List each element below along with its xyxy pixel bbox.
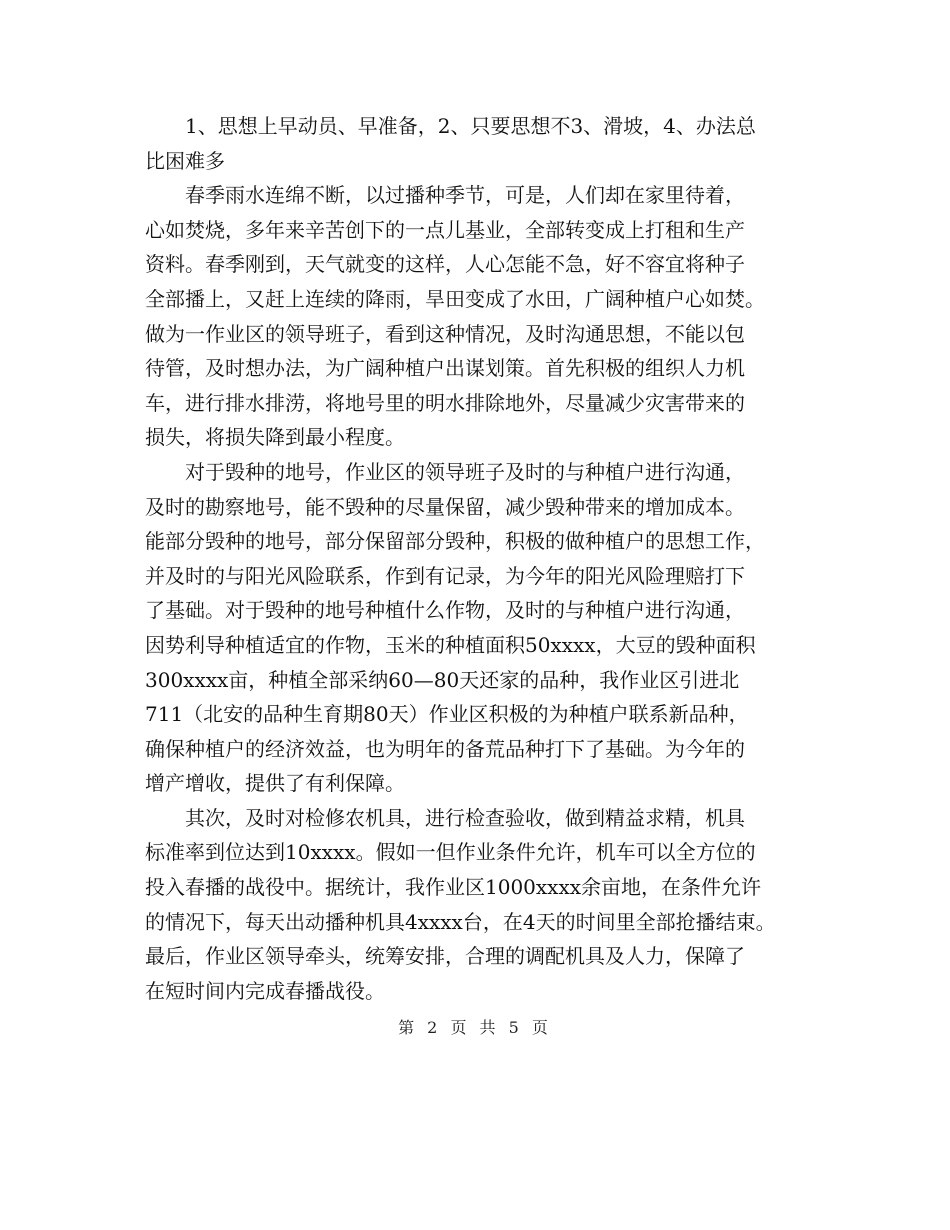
text-line: 300xxxx亩，种植全部采纳60—80天还家的品种，我作业区引进北 (145, 667, 740, 692)
text-line: 损失，将损失降到最小程度。 (145, 425, 405, 450)
text-line: 其次，及时对检修农机具，进行检查验收，做到精益求精，机具 (185, 805, 745, 830)
text-line: 及时的勘察地号，能不毁种的尽量保留，减少毁种带来的增加成本。 (145, 494, 745, 519)
text-line: 做为一作业区的领导班子，看到这种情况，及时沟通思想，不能以包 (145, 321, 745, 346)
text-line: 并及时的与阳光风险联系，作到有记录，为今年的阳光风险理赔打下 (145, 563, 745, 588)
body-text (145, 109, 825, 1008)
text-line: 投入春播的战役中。据统计，我作业区1000xxxx余亩地，在条件允许 (145, 875, 762, 900)
text-line: 最后，作业区领导牵头，统筹安排，合理的调配机具及人力，保障了 (145, 944, 745, 969)
text-line: 了基础。对于毁种的地号种植什么作物，及时的与种植户进行沟通， (145, 598, 745, 623)
text-line: 确保种植户的经济效益，也为明年的备荒品种打下了基础。为今年的 (145, 736, 745, 761)
text-line: 比困难多 (145, 148, 225, 173)
text-line: 资料。春季刚到，天气就变的这样，人心怎能不急，好不容宜将种子 (145, 252, 745, 277)
text-line: 能部分毁种的地号，部分保留部分毁种，积极的做种植户的思想工作， (145, 529, 765, 554)
text-line: 因势利导种植适宜的作物，玉米的种植面积50xxxx，大豆的毁种面积 (145, 632, 756, 657)
text-line: 增产增收，提供了有利保障。 (145, 771, 405, 796)
text-line: 在短时间内完成春播战役。 (145, 978, 385, 1003)
text-line: 全部播上，又赶上连续的降雨，旱田变成了水田，广阔种植户心如焚。 (145, 286, 765, 311)
text-line: 心如焚烧，多年来辛苦创下的一点儿基业，全部转变成上打租和生产 (145, 217, 745, 242)
text-line: 车，进行排水排涝，将地号里的明水排除地外，尽量减少灾害带来的 (145, 390, 745, 415)
text-line: 对于毁种的地号，作业区的领导班子及时的与种植户进行沟通， (185, 459, 745, 484)
text-line: 春季雨水连绵不断，以过播种季节，可是，人们却在家里待着， (185, 183, 745, 208)
text-line: 标准率到位达到10xxxx。假如一但作业条件允许，机车可以全方位的 (145, 840, 756, 865)
text-line: 的情况下，每天出动播种机具4xxxx台，在4天的时间里全部抢播结束。 (145, 909, 776, 934)
text-line: 711（北安的品种生育期80天）作业区积极的为种植户联系新品种， (145, 702, 749, 727)
page-number-footer: 第 2 页 共 5 页 (398, 1018, 552, 1037)
text-line: 待管，及时想办法，为广阔种植户出谋划策。首先积极的组织人力机 (145, 356, 745, 381)
text-line: 1、思想上早动员、早准备，2、只要思想不3、滑坡，4、办法总 (185, 114, 756, 138)
